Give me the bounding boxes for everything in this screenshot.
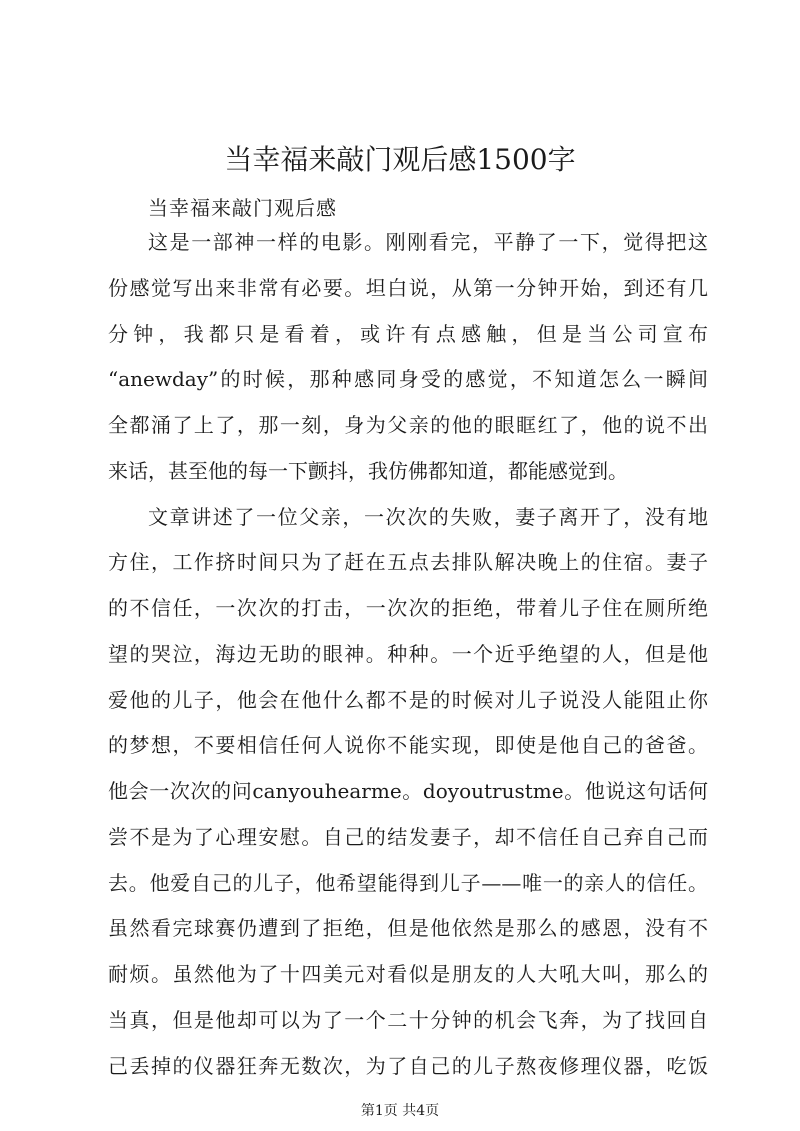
paragraph-line: 当真，但是他却可以为了一个二十分钟的机会飞奔，为了找回自 <box>108 1007 708 1032</box>
paragraph-line: 来话，甚至他的每一下颤抖，我仿佛都知道，都能感觉到。 <box>108 458 628 483</box>
paragraph-line: 这是一部神一样的电影。刚刚看完，平静了一下，觉得把这 <box>148 230 708 254</box>
paragraph-line: 方住，工作挤时间只为了赶在五点去排队解决晚上的住宿。妻子 <box>108 550 708 575</box>
paragraph-line: 分钟，我都只是看着，或许有点感触，但是当公司宣布 <box>108 321 708 346</box>
paragraph-line: 的不信任，一次次的打击，一次次的拒绝，带着儿子住在厕所绝 <box>108 596 708 620</box>
paragraph-line: 耐烦。虽然他为了十四美元对看似是朋友的人大吼大叫，那么的 <box>108 962 708 986</box>
paragraph-line: 望的哭泣，海边无助的眼神。种种。一个近乎绝望的人，但是他 <box>108 641 708 666</box>
paragraph-line: 文章讲述了一位父亲，一次次的失败，妻子离开了，没有地 <box>148 504 708 529</box>
document-title: 当幸福来敲门观后感1500字 <box>224 143 576 176</box>
paragraph-line: 去。他爱自己的儿子，他希望能得到儿子——唯一的亲人的信任。 <box>108 870 708 895</box>
paragraph-line: 份感觉写出来非常有必要。坦白说，从第一分钟开始，到还有几 <box>108 275 708 300</box>
paragraph-line: 己丢掉的仪器狂奔无数次，为了自己的儿子熬夜修理仪器，吃饭 <box>108 1053 708 1078</box>
paragraph-line: 爱他的儿子，他会在他什么都不是的时候对儿子说没人能阻止你 <box>108 687 708 712</box>
document-body <box>108 220 708 1089</box>
paragraph-line: 全都涌了上了，那一刻，身为父亲的他的眼眶红了，他的说不出 <box>108 413 708 437</box>
paragraph-line: 的梦想，不要相信任何人说你不能实现，即使是他自己的爸爸。 <box>108 733 708 758</box>
paragraph-line: 虽然看完球赛仍遭到了拒绝，但是他依然是那么的感恩，没有不 <box>108 916 708 941</box>
document-subtitle: 当幸福来敲门观后感 <box>148 196 337 220</box>
paragraph-line: 他会一次次的问canyouhearme。doyoutrustme。他说这句话何 <box>108 779 708 803</box>
paragraph-line: “anewday”的时候，那种感同身受的感觉，不知道怎么一瞬间 <box>108 367 708 392</box>
paragraph-line: 尝不是为了心理安慰。自己的结发妻子，却不信任自己弃自己而 <box>108 824 708 849</box>
page-number-footer: 第1页 共4页 <box>360 1103 440 1119</box>
